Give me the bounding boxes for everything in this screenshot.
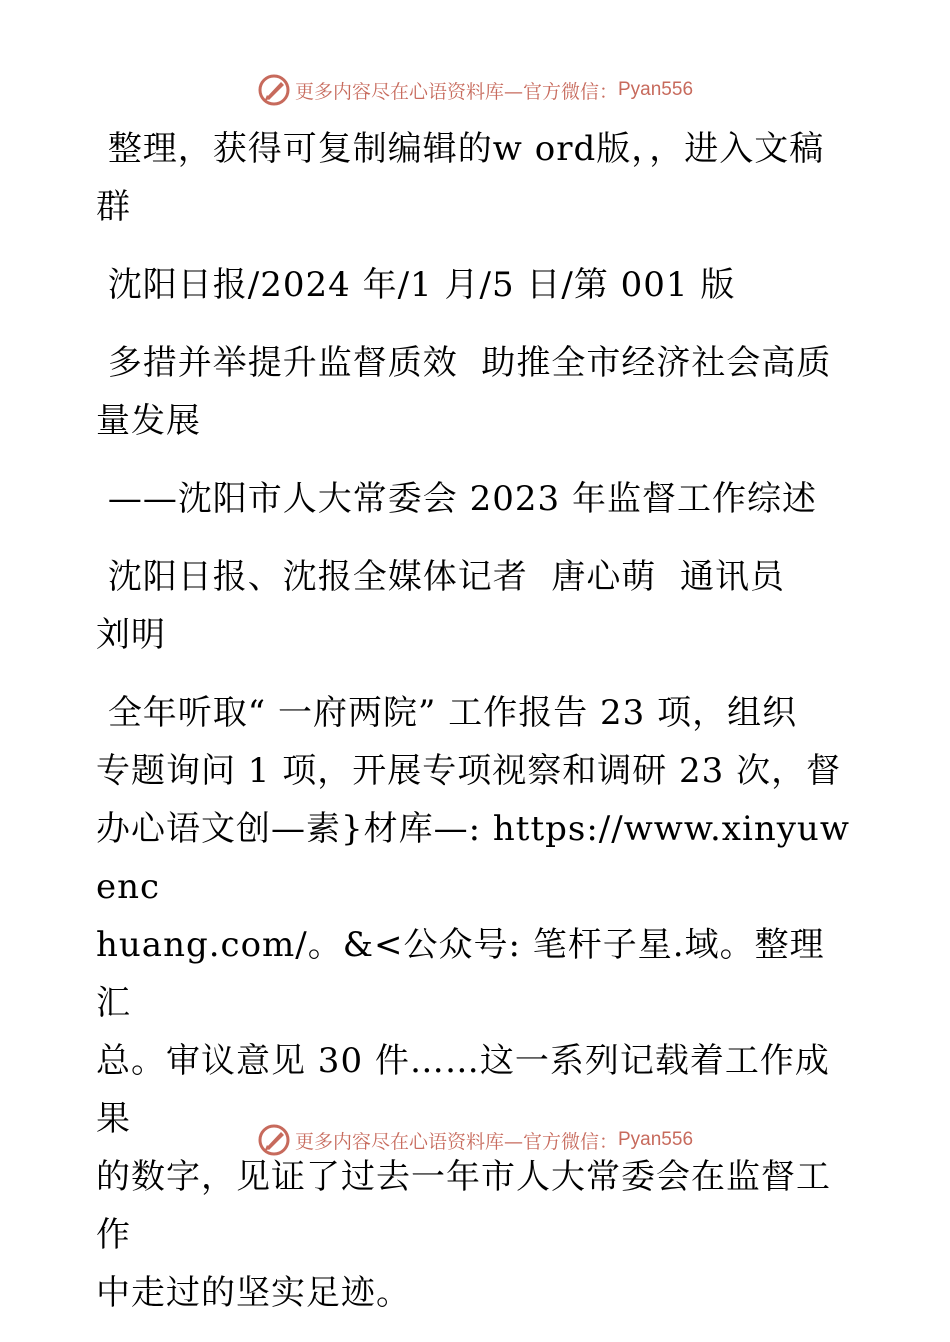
banner-wechat-id: Pyan556	[618, 79, 694, 100]
banner-text: 更多内容尽在心语资料库—官方微信：	[294, 1130, 618, 1153]
banner-text: 更多内容尽在心语资料库—官方微信：	[294, 80, 618, 103]
text-line: 总。审议意见 30 件……这一系列记载着工作成果	[96, 1041, 830, 1139]
paragraph	[96, 256, 856, 314]
text-line: 沈阳日报、沈报全媒体记者 唐心萌 通讯员	[96, 557, 786, 597]
banner-wechat-id: Pyan556	[618, 1129, 694, 1150]
text-line: huang.com/。&<公众号: 笔杆子星.域。整理汇	[96, 925, 825, 1023]
text-line: 刘明	[96, 615, 166, 655]
paragraph	[96, 120, 856, 236]
text-line: 多措并举提升监督质效 助推全市经济社会高质	[96, 343, 832, 383]
text-line: 专题询问 1 项，开展专项视察和调研 23 次，督	[96, 751, 842, 791]
text-line: 全年听取“ 一府两院” 工作报告 23 项，组织	[96, 693, 798, 733]
paragraph	[96, 334, 856, 450]
quill-logo-icon	[257, 73, 291, 107]
header-banner	[0, 70, 950, 110]
quill-logo-icon	[257, 1123, 291, 1157]
text-line: 办心语文创—素}材库—: https://www.xinyuwenc	[96, 809, 850, 907]
paragraph	[96, 548, 856, 664]
text-line: 的数字，见证了过去一年市人大常委会在监督工作	[96, 1157, 831, 1255]
paragraph	[96, 470, 856, 528]
footer-banner	[0, 1120, 950, 1160]
text-line: 中走过的坚实足迹。	[96, 1273, 411, 1313]
text-line: ——沈阳市人大常委会 2023 年监督工作综述	[96, 479, 817, 519]
text-line: 沈阳日报/2024 年/1 月/5 日/第 001 版	[96, 265, 736, 305]
text-line: 量发展	[96, 401, 201, 441]
text-line: 整理，获得可复制编辑的w ord版，，进入文稿	[96, 129, 825, 169]
paragraph	[96, 684, 856, 1322]
text-line: 群	[96, 187, 131, 227]
